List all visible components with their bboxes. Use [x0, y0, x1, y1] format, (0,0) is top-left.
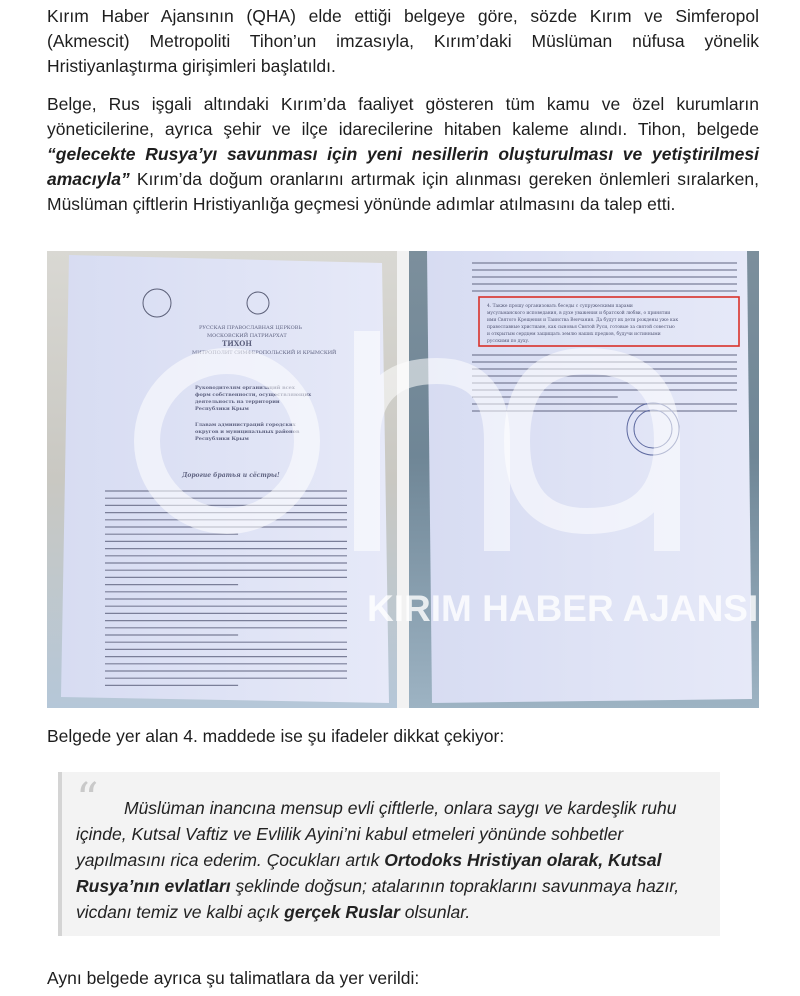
bq-t2: şeklinde doğsun; atalarının topraklarını savunmaya hazır, vicdanı temiz ve kalbi açık [76, 876, 680, 922]
watermark-text: KIRIM HABER AJANSI [367, 588, 759, 629]
blockquote-text [76, 795, 716, 925]
paragraph-document-end: Kırım’da doğum oranlarını artırmak için alınması gereken önlemleri sıralarken, Müslüman çiftlerin Hristiyanlığa geçmesi yönünde adımlar atılmasını da talep etti. [47, 169, 759, 214]
svg-text:округов и муниципальных районо: округов и муниципальных районов [195, 429, 300, 435]
svg-text:Республики Крым: Республики Крым [195, 406, 249, 412]
bq-t1: Müslüman inancına mensup evli çiftlerle, onlara saygı ve kardeşlik ruhu içinde, Kutsal Vaftiz ve Evlilik Ayini’ni kabul etmeleri yönünde sohbetler yapılmasını rica ederim. Çocukları artık [76, 798, 677, 870]
svg-text:Главам администраций городских: Главам администраций городских [195, 422, 296, 428]
paragraph-intro: Kırım Haber Ajansının (QHA) elde ettiği belgeye göre, sözde Kırım ve Simferopol (Akmescit) Metropoliti Tihon’un imzasıyla, Kırım’daki Müslüman nüfusa yönelik Hristiyanlaştırma girişimleri başlatıldı. [47, 6, 759, 76]
svg-text:4. Также прошу организовать: 4. Также прошу организовать беседы с супружескими парами [487, 304, 633, 309]
svg-text:форм собственности, осуществля: форм собственности, осуществляющих [195, 392, 312, 398]
svg-text:РУССКАЯ ПРАВОСЛАВНАЯ ЦЕРКОВЬ: РУССКАЯ ПРАВОСЛАВНАЯ ЦЕРКОВЬ [199, 325, 302, 331]
svg-text:и открытым сердцем защищать зе: и открытым сердцем защищать землю наших предков, будучи истинными [487, 332, 661, 337]
wall-divider [397, 251, 409, 708]
bq-t3: olsunlar. [399, 902, 471, 922]
blockquote [58, 772, 720, 936]
paragraph-document [47, 92, 759, 217]
svg-text:Республики Крым: Республики Крым [195, 436, 249, 442]
paragraph-article-4: Belgede yer alan 4. maddede ise şu ifadeler dikkat çekiyor: [47, 726, 505, 746]
quote-mark-icon: “ [76, 774, 99, 825]
svg-text:деятельность на территории: деятельность на территории [195, 399, 280, 405]
document-photo [47, 251, 759, 708]
left-sheet [61, 255, 389, 703]
svg-text:Руководителям организаций всех: Руководителям организаций всех [195, 385, 295, 391]
paragraph-instructions: Aynı belgede ayrıca şu talimatlara da yer verildi: [47, 968, 420, 988]
bq-b2: gerçek Ruslar [284, 902, 400, 922]
inline-quote: “gelecekte Rusya’yı savunması için yeni nesillerin oluşturulması ve yetiştirilmesi amacıyla” [47, 144, 759, 189]
svg-text:ТИХОН: ТИХОН [222, 339, 252, 348]
svg-text:ими Святого Крещения и Таинств: ими Святого Крещения и Таинства Венчания. Да будут их дети рождены уже как [487, 318, 679, 323]
svg-text:православные христиане, как сы: православные христиане, как сыновья Святой Руси, готовые за святой совестью [487, 325, 675, 330]
bq-b1: Ortodoks Hristiyan olarak, Kutsal Rusya’nın evlatları [76, 850, 662, 896]
svg-text:русскими по духу.: русскими по духу. [487, 339, 530, 344]
svg-text:МИТРОПОЛИТ СИМФЕРОПОЛЬСКИЙ И К: МИТРОПОЛИТ СИМФЕРОПОЛЬСКИЙ И КРЫМСКИЙ [192, 350, 337, 356]
svg-text:мусульманского исповедания, в: мусульманского исповедания, в духе уважения и братской любви, о принятии [487, 311, 671, 316]
svg-text:Дорогие братья и сёстры!: Дорогие братья и сёстры! [182, 472, 280, 479]
paragraph-document-start: Belge, Rus işgali altındaki Kırım’da faaliyet gösteren tüm kamu ve özel kurumların yöneticilerine, ayrıca şehir ve ilçe idarecilerine hitaben kaleme alındı. Tihon, belgede [47, 94, 759, 139]
svg-text:МОСКОВСКИЙ ПАТРИАРХАТ: МОСКОВСКИЙ ПАТРИАРХАТ [207, 333, 287, 339]
